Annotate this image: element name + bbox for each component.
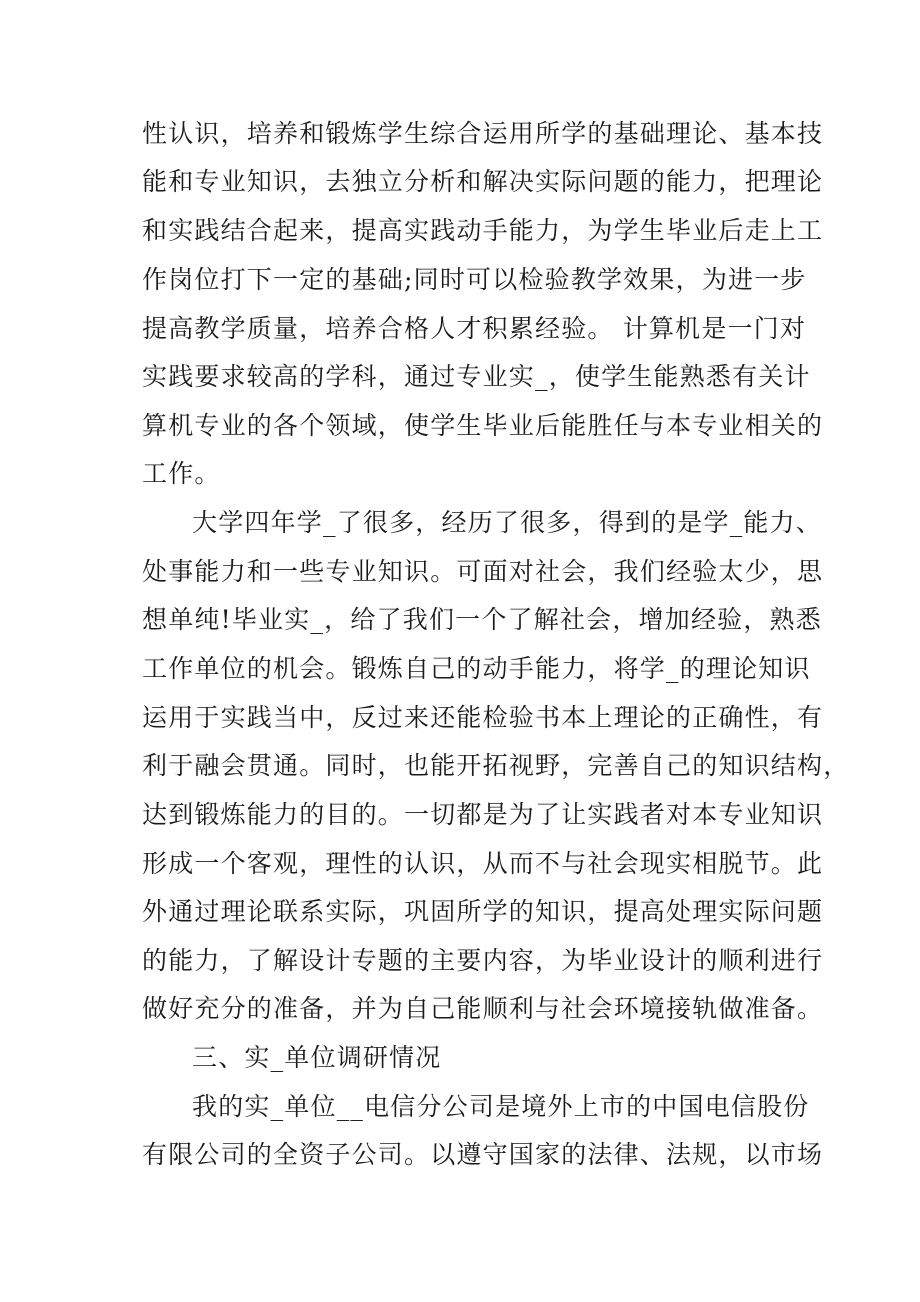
text-line-10: 处事能力和一些专业知识。可面对社会，我们经验太少，思 (142, 557, 824, 586)
text-line-18: 的能力，了解设计专题的主要内容，为毕业设计的顺利进行 (142, 946, 824, 975)
text-line-19: 做好充分的准备，并为自己能顺利与社会环境接轨做准备。 (142, 994, 824, 1023)
text-line-13: 运用于实践当中，反过来还能检验书本上理论的正确性，有 (142, 703, 824, 732)
text-line-5: 提高教学质量，培养合格人才积累经验。 计算机是一门对 (142, 314, 807, 343)
text-line-22: 有限公司的全资子公司。以遵守国家的法律、法规，以市场 (142, 1140, 824, 1169)
text-line-11: 想单纯!毕业实_，给了我们一个了解社会，增加经验，熟悉 (142, 605, 822, 634)
text-line-8: 工作。 (142, 459, 221, 488)
text-line-7: 算机专业的各个领域，使学生毕业后能胜任与本专业相关的 (142, 411, 824, 440)
text-line-16: 形成一个客观，理性的认识，从而不与社会现实相脱节。此 (142, 849, 824, 878)
text-line-1: 性认识，培养和锻炼学生综合运用所学的基础理论、基本技 (142, 119, 824, 148)
text-line-2: 能和专业知识，去独立分析和解决实际问题的能力，把理论 (142, 167, 824, 196)
text-line-4: 作岗位打下一定的基础;同时可以检验教学效果，为进一步 (142, 265, 807, 294)
paragraph-3-first-line: 我的实_单位__电信分公司是境外上市的中国电信股份 (192, 1092, 810, 1121)
text-line-15: 达到锻炼能力的目的。一切都是为了让实践者对本专业知识 (142, 800, 824, 829)
paragraph-2-first-line: 大学四年学_了很多，经历了很多，得到的是学_能力、 (192, 508, 823, 537)
text-line-3: 和实践结合起来，提高实践动手能力，为学生毕业后走上工 (142, 216, 824, 245)
text-line-12: 工作单位的机会。锻炼自己的动手能力，将学_的理论知识 (142, 654, 811, 683)
text-line-14: 利于融会贯通。同时，也能开拓视野，完善自己的知识结构， (142, 751, 850, 780)
text-line-17: 外通过理论联系实际，巩固所学的知识，提高处理实际问题 (142, 897, 824, 926)
section-heading: 三、实_单位调研情况 (192, 1043, 442, 1072)
text-line-6: 实践要求较高的学科，通过专业实_，使学生能熟悉有关计 (142, 362, 811, 391)
